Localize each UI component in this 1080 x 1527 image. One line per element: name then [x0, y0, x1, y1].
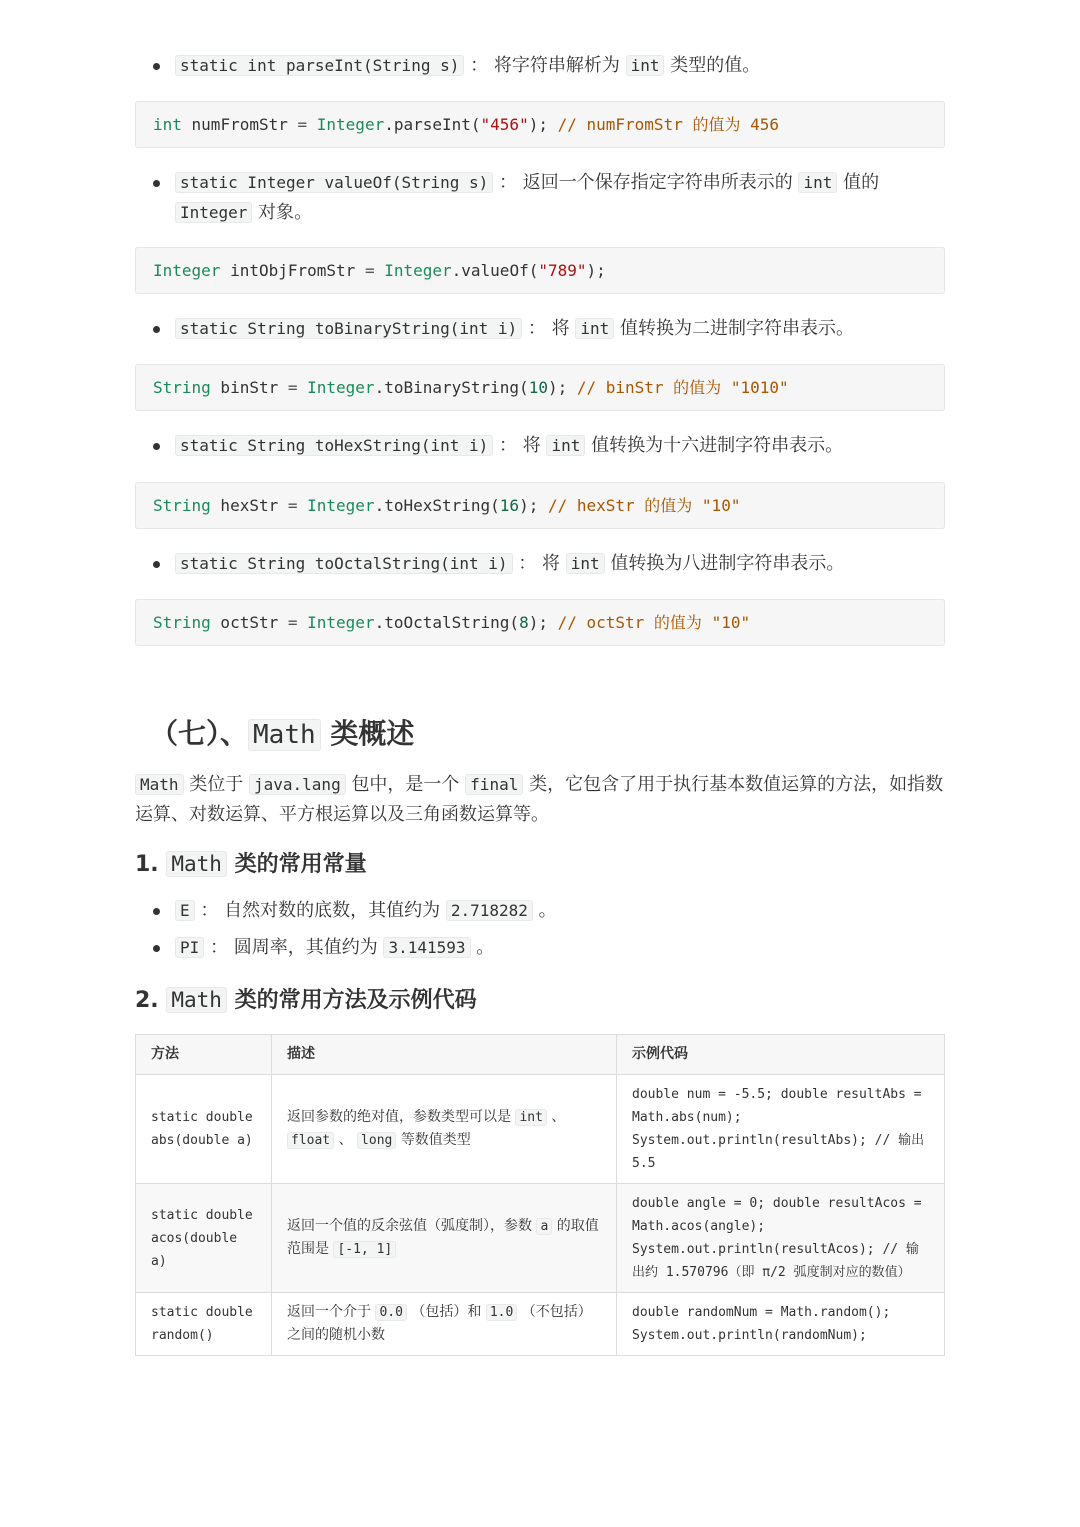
list-item: static Integer valueOf(String s) ： 返回一个保存指定字符串所表示的 int 值的 Integer 对象。: [135, 168, 945, 228]
description-cell: 返回参数的绝对值，参数类型可以是 int 、 float 、 long 等数值类型: [272, 1075, 617, 1184]
description-cell: 返回一个介于 0.0 （包括）和 1.0 （不包括）之间的随机小数: [272, 1293, 617, 1356]
description-cell: 返回一个值的反余弦值（弧度制），参数 a 的取值范围是 [-1, 1]: [272, 1184, 617, 1293]
method-cell: static double abs(double a): [136, 1075, 272, 1184]
section-heading: （七）、 Math 类概述: [150, 717, 415, 750]
method-signature: static int parseInt(String s): [175, 55, 464, 76]
table-header-row: [136, 1035, 945, 1075]
list-item: static int parseInt(String s) ： 将字符串解析为 int 类型的值。: [135, 51, 945, 81]
code-block: String octStr = Integer.toOctalString(8); // octStr 的值为 "10": [135, 599, 945, 646]
intro-paragraph: Math 类位于 java.lang 包中，是一个 final 类，它包含了用于执行基本数值运算的方法，如指数运算、对数运算、平方根运算以及三角函数运算等。: [135, 774, 944, 825]
methods-table: [135, 1034, 945, 1356]
method-signature: static String toOctalString(int i): [175, 553, 513, 574]
list-item: static String toBinaryString(int i) ： 将 int 值转换为二进制字符串表示。: [135, 314, 945, 344]
code-block: String hexStr = Integer.toHexString(16); // hexStr 的值为 "10": [135, 482, 945, 529]
bullet-dot: [153, 945, 160, 952]
bullet-dot: [153, 63, 160, 70]
bullet-dot: [153, 443, 160, 450]
example-cell: double num = -5.5; double resultAbs = Math.abs(num); System.out.println(resultAbs); // 输出 5.5: [617, 1075, 945, 1184]
subheading-methods: 2. Math 类的常用方法及示例代码: [135, 988, 477, 1013]
code-block: int numFromStr = Integer.parseInt("456"); // numFromStr 的值为 456: [135, 101, 945, 148]
table-row: [136, 1293, 945, 1356]
header-description: 描述: [272, 1035, 617, 1075]
method-signature: static Integer valueOf(String s): [175, 172, 493, 193]
bullet-dot: [153, 908, 160, 915]
table-row: [136, 1075, 945, 1184]
list-item: static String toHexString(int i) ： 将 int 值转换为十六进制字符串表示。: [135, 431, 945, 461]
header-example: 示例代码: [617, 1035, 945, 1075]
method-signature: static String toBinaryString(int i): [175, 318, 522, 339]
method-cell: static double acos(double a): [136, 1184, 272, 1293]
table-row: [136, 1184, 945, 1293]
method-cell: static double random(): [136, 1293, 272, 1356]
list-item: E ： 自然对数的底数，其值约为 2.718282 。: [135, 896, 945, 926]
code-block: Integer intObjFromStr = Integer.valueOf("789");: [135, 247, 945, 294]
bullet-dot: [153, 561, 160, 568]
list-item: PI ： 圆周率，其值约为 3.141593 。: [135, 933, 945, 963]
example-cell: double randomNum = Math.random(); System.out.println(randomNum);: [617, 1293, 945, 1356]
bullet-dot: [153, 180, 160, 187]
code-block: String binStr = Integer.toBinaryString(10); // binStr 的值为 "1010": [135, 364, 945, 411]
bullet-dot: [153, 326, 160, 333]
subheading-constants: 1. Math 类的常用常量: [135, 852, 367, 877]
list-item: static String toOctalString(int i) ： 将 int 值转换为八进制字符串表示。: [135, 549, 945, 579]
method-signature: static String toHexString(int i): [175, 435, 493, 456]
header-method: 方法: [136, 1035, 272, 1075]
example-cell: double angle = 0; double resultAcos = Math.acos(angle); System.out.println(resultAcos); // 输出约 1.570796（即 π/2 弧度制对应的数值）: [617, 1184, 945, 1293]
